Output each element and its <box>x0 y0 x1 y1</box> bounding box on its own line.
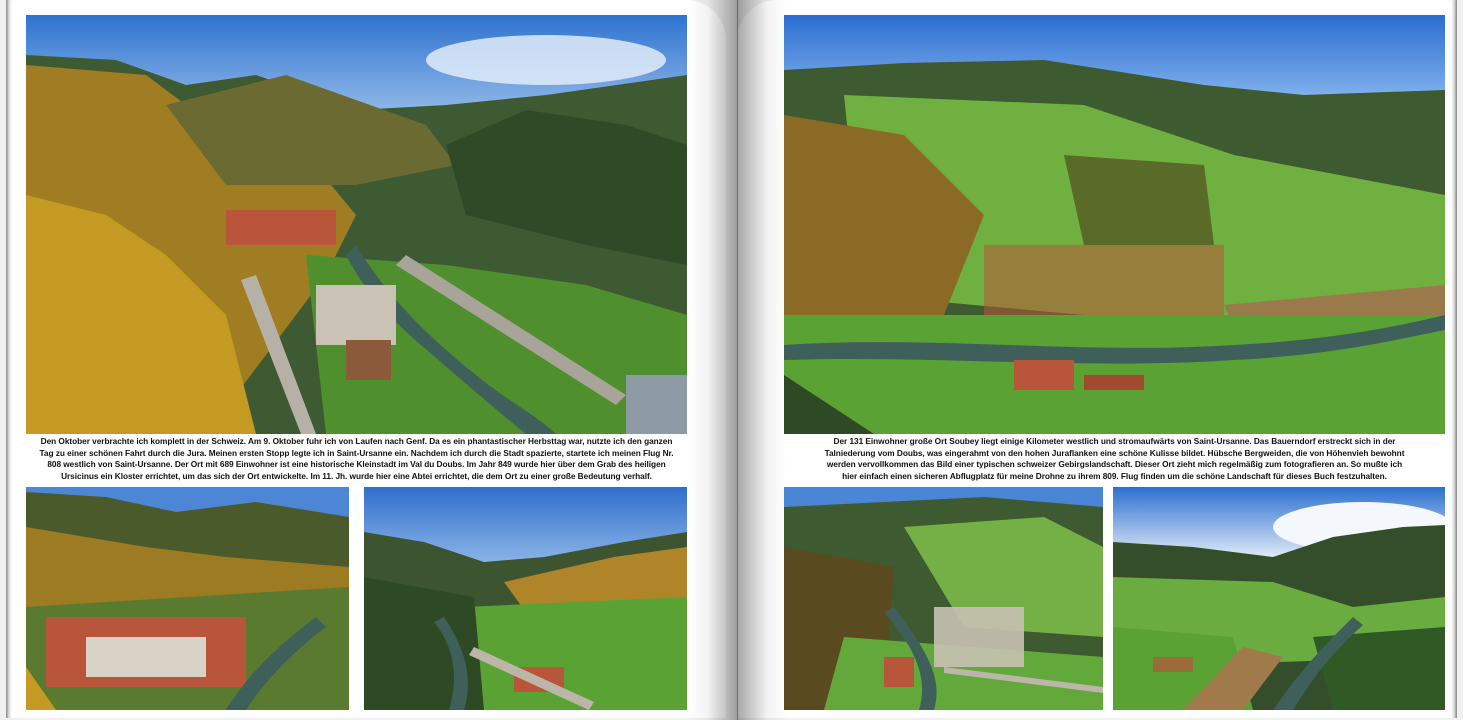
photo-doubs-meadows <box>1113 487 1445 710</box>
book-gutter-left-shadow <box>688 0 738 720</box>
right-page <box>737 0 1457 718</box>
left-caption-line: Tag zu einer schönen Fahrt durch die Jura. Meinen ersten Stopp legte ich in Saint-Ursanne ein. Nachdem ich durch die Stadt spazierte, startete ich meinen Flug Nr. <box>39 447 674 458</box>
left-caption-line: Den Oktober verbrachte ich komplett in der Schweiz. Am 9. Oktober fuhr ich von Laufen nach Genf. Da es ein phantastischer Herbsttag war, nutzte ich den ganzen <box>40 436 673 446</box>
photo-soubey-village <box>784 487 1103 710</box>
photo-saint-ursanne-town <box>26 487 349 710</box>
right-page-edge <box>1451 0 1457 718</box>
right-caption-line: Der 131 Einwohner große Ort Soubey liegt einige Kilometer westlich und stromaufwärts von Saint-Ursanne. Das Bauerndorf erstreckt sich in der <box>833 436 1396 446</box>
right-caption-line: werden vervollkommen das Bild einer typischen schweizer Gebirgslandschaft. Dieser Ort zieht mich regelmäßig zum fotografieren an. So mußte ich <box>826 459 1403 469</box>
right-caption <box>784 436 1445 482</box>
left-caption-line: Ursicinus ein Kloster errichtet, um das sich der Ort entwickelte. Im 11. Jh. wurde hier eine Abtei errichtet, die dem Ort zu einer große Bedeutung verhalf. <box>61 470 652 481</box>
left-caption <box>26 436 687 482</box>
right-caption-line: Talniederung vom Doubs, was eingerahmt von den hohen Juraflanken eine schöne Kulisse bildet. Hübsche Bergweiden, die von Höhenvieh bewohnt <box>824 447 1405 458</box>
left-caption-line: 808 westlich von Saint-Ursanne. Der Ort mit 689 Einwohner ist eine historische Kleinstadt im Val du Doubs. Im Jahr 849 wurde hier über dem Grab des heiligen <box>47 459 666 469</box>
photo-doubs-valley <box>364 487 687 710</box>
photo-saint-ursanne-large <box>26 15 687 434</box>
photo-soubey-large <box>784 15 1445 434</box>
right-caption-line: hier einfach einen sicheren Abflugplatz für meine Drohne zu ihrem 809. Flug finden um die schöne Landschaft für dieses Buch festzuhalten. <box>842 470 1387 481</box>
left-page <box>6 0 726 718</box>
book-gutter-right-shadow <box>737 0 787 720</box>
left-page-edge <box>6 0 12 718</box>
